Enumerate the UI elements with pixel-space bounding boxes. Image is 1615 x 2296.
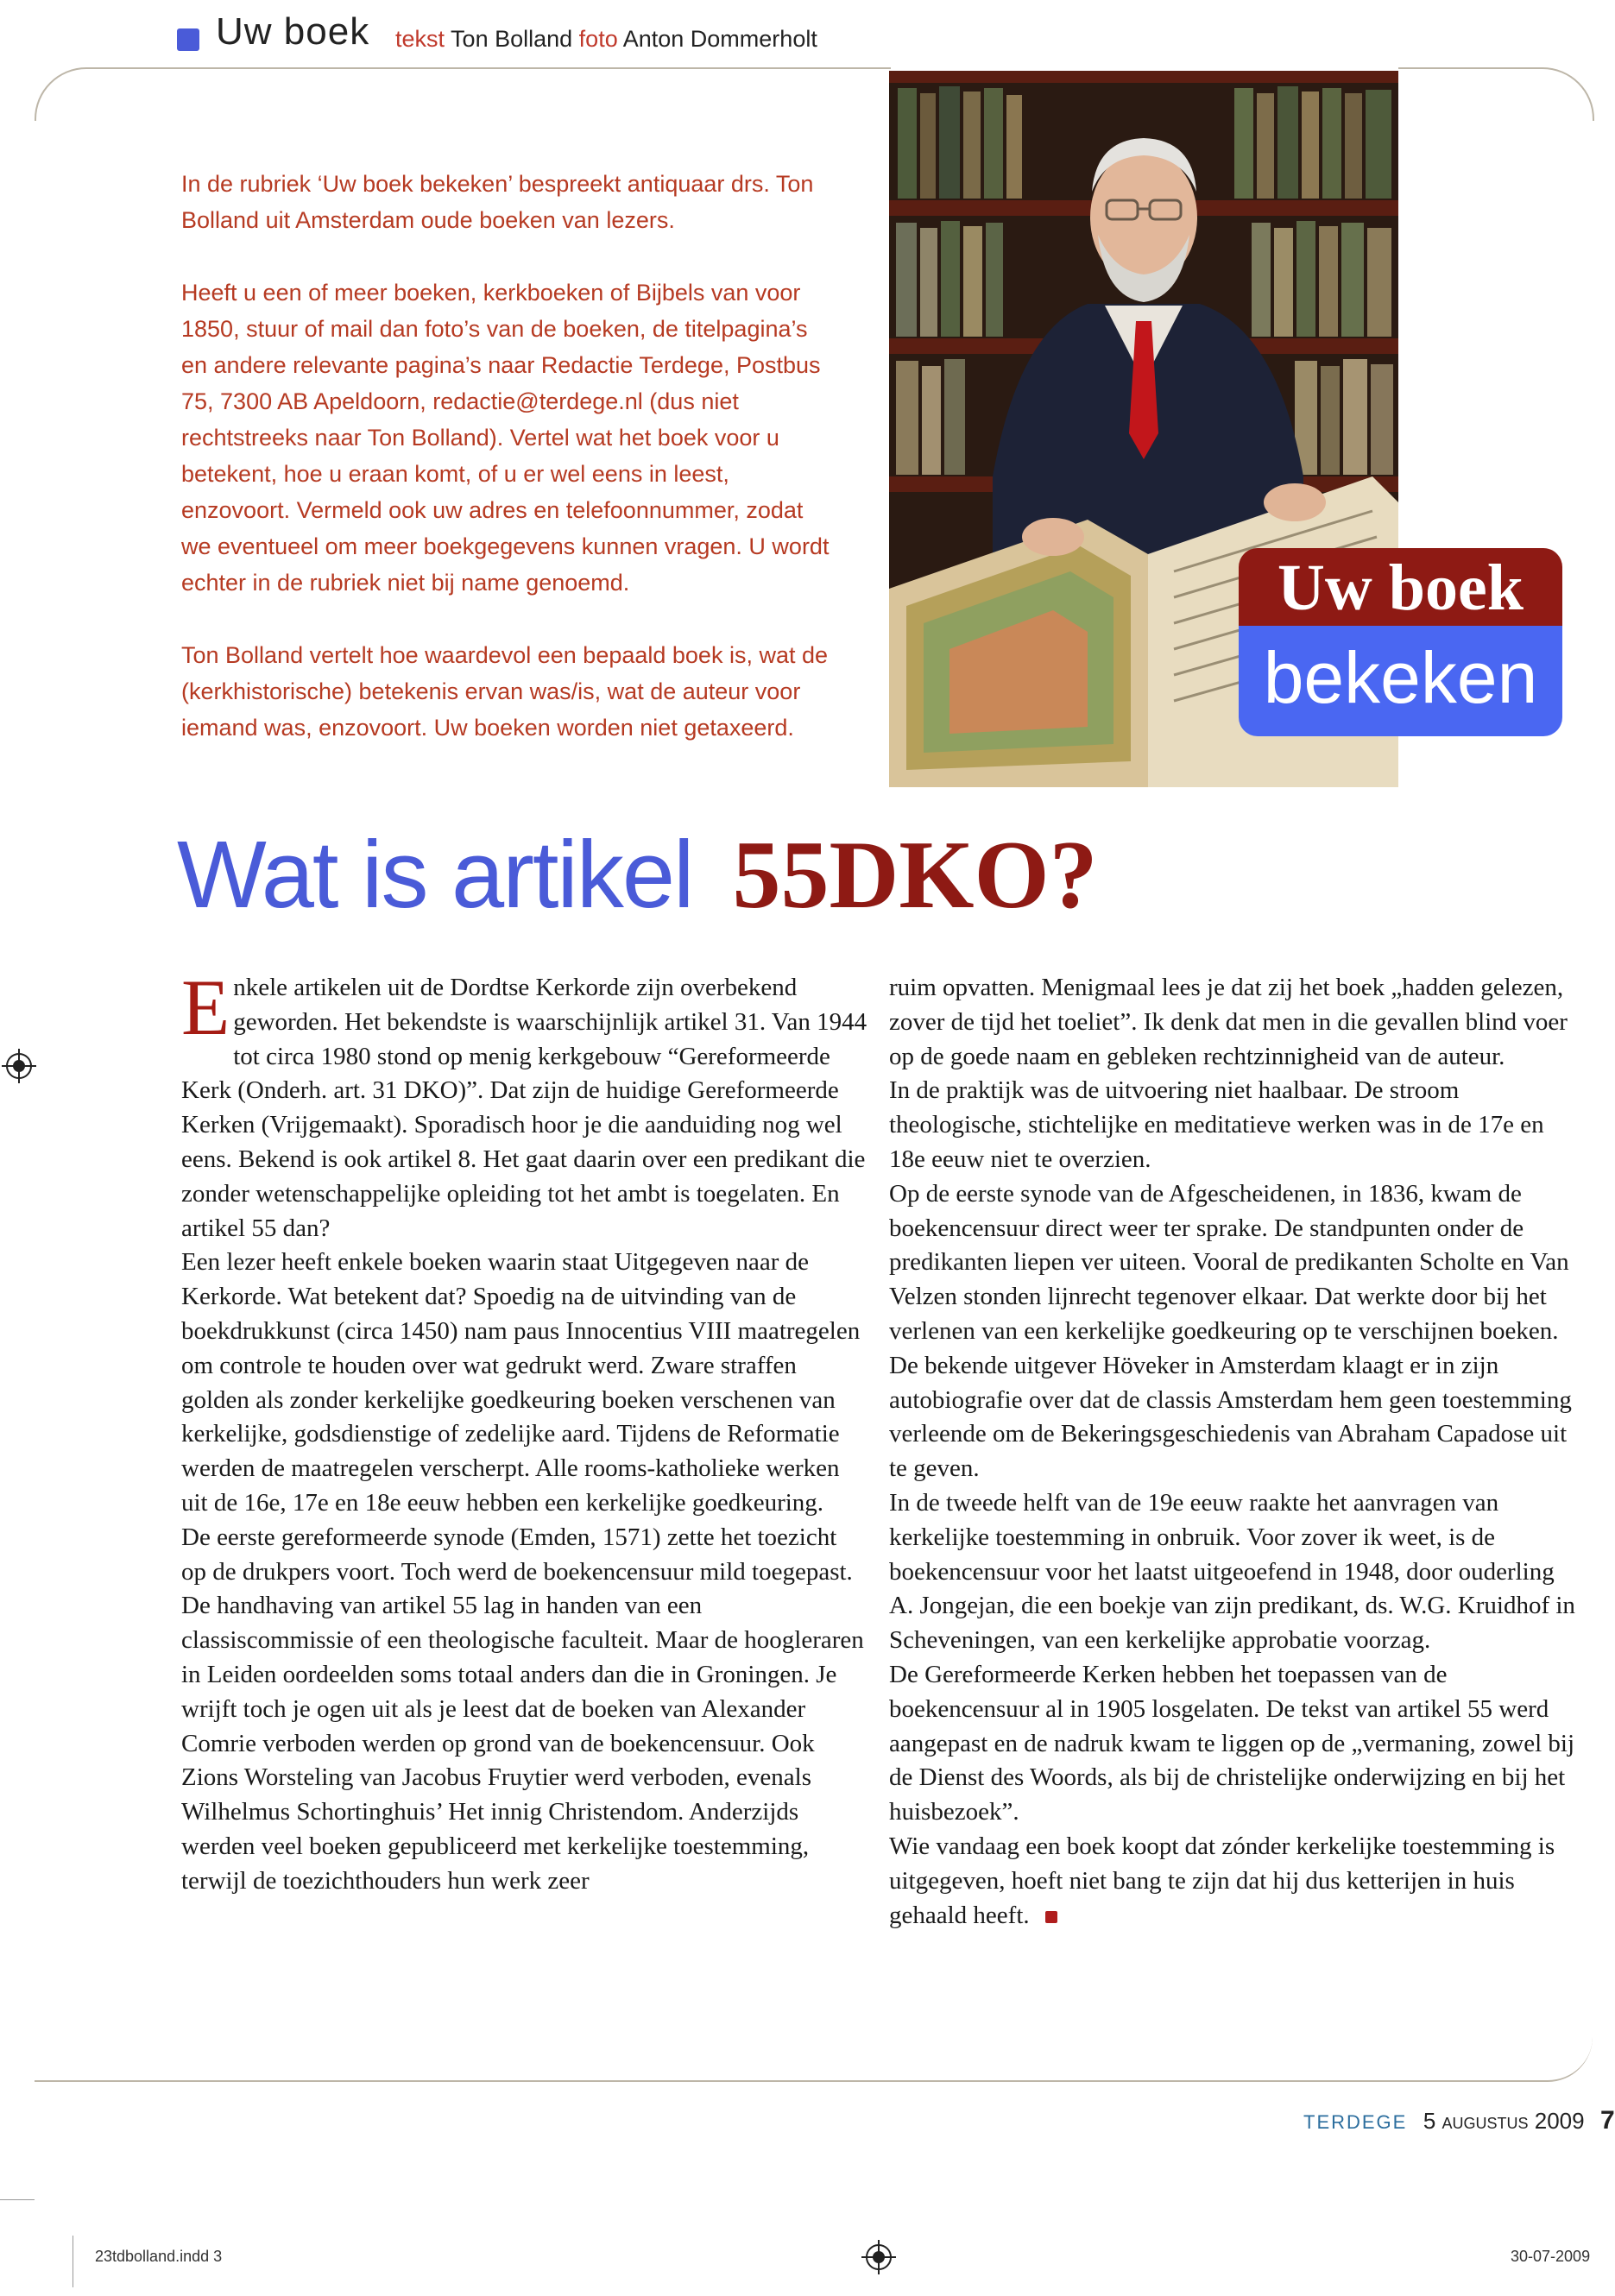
body-paragraph: In de praktijk was de uitvoering niet haalbaar. De stroom theologische, stichtelijke en meditatieve werken was in de 17e en 18e eeuw niet te overzien. (889, 1076, 1544, 1173)
headline-light: Wat is artikel (177, 822, 693, 928)
frame-line-top-right (1398, 67, 1594, 121)
frame-line-bottom (35, 2037, 1593, 2082)
intro-paragraph: In de rubriek ‘Uw boek bekeken’ bespreekt antiquaar drs. Ton Bolland uit Amsterdam oude boeken van lezers. (181, 171, 814, 233)
footer-magazine: TERDEGE (1303, 2111, 1408, 2133)
page-footer (1303, 2106, 1615, 2135)
byline-author: Ton Bolland (451, 26, 573, 52)
body-column-left (181, 963, 867, 1899)
byline (395, 26, 817, 53)
registration-mark-icon (861, 2240, 896, 2274)
print-slug-date: 30-07-2009 (1511, 2248, 1591, 2265)
footer-date: 5 augustus 2009 (1423, 2108, 1585, 2134)
body-column-right (889, 971, 1575, 1933)
body-paragraph (181, 963, 867, 1246)
end-mark-icon (1045, 1911, 1057, 1923)
registration-mark-icon (2, 1049, 36, 1083)
headline-bold: 55DKO? (732, 822, 1098, 929)
drop-cap: E (181, 963, 230, 1051)
intro-text (181, 166, 837, 782)
frame-line-top (35, 67, 891, 121)
trim-mark (0, 2199, 35, 2200)
badge-line-1: Uw boek (1239, 548, 1562, 626)
body-paragraph-text: Wie vandaag een boek koopt dat zónder kerkelijke toestemming is uitgegeven, hoeft niet bang te zijn dat hij dus ketterijen in huis gehaald heeft. (889, 1832, 1555, 1929)
intro-paragraph: Ton Bolland vertelt hoe waardevol een bepaald boek is, wat de (kerkhistorische) betekenis ervan was/is, wat de auteur voor iemand was, enzovoort. Uw boeken worden niet getaxeerd. (181, 642, 828, 741)
footer-page-number: 7 (1600, 2106, 1615, 2135)
body-paragraph: In de tweede helft van de 19e eeuw raakte het aanvragen van kerkelijke toestemming in onbruik. Voor zover ik weet, is de boekencensuur voor het laatst uitgeoefend in 1948, door ouderling A. Jongejan, die een boekje van zijn predikant, ds. W.G. Kruidhof in Scheveningen, van een kerkelijke approbatie voorzag. (889, 1488, 1575, 1655)
intro-paragraph: Heeft u een of meer boeken, kerkboeken of Bijbels van voor 1850, stuur of mail dan foto’s van de boeken, de titelpagina’s en andere relevante pagina’s naar Redactie Terdege, Postbus 75, 7300 AB Apeldoorn, redactie@terdege.nl (dus niet rechtstreeks naar Ton Bolland). Vertel wat het boek voor u betekent, hoe u eraan komt, of u er wel eens in leest, enzovoort. Vermeld ook uw adres en telefoonnummer, zodat we eventueel om meer boekgegevens kunnen vragen. U wordt echter in de rubriek niet bij name genoemd. (181, 280, 830, 596)
article-headline (177, 820, 1098, 931)
body-paragraph: De Gereformeerde Kerken hebben het toepassen van de boekencensuur al in 1905 losgelaten. De tekst van artikel 55 werd aangepast en de nadruk kwam te liggen op de „vermaning, zowel bij de Dienst des Woords, als bij de christelijke onderwijzing en bij het huisbezoek”. (889, 1660, 1575, 1826)
section-marker (177, 28, 199, 51)
badge-line-2: bekeken (1239, 626, 1562, 736)
body-paragraph: Een lezer heeft enkele boeken waarin staat Uitgegeven naar de Kerkorde. Wat betekent dat? Spoedig na de uitvinding van de boekdrukkunst (circa 1450) nam paus Innocentius VIII maatregelen om controle te houden over wat gedrukt werd. Zware straffen golden als zonder kerkelijke goedkeuring boeken verschenen van kerkelijke, godsdienstige of zedelijke aard. Tijdens de Reformatie werden de maatregelen verscherpt. Alle rooms-katholieke werken uit de 16e, 17e en 18e eeuw hebben een kerkelijke goedkeuring. (181, 1248, 861, 1517)
body-paragraph: Op de eerste synode van de Afgescheidenen, in 1836, kwam de boekencensuur direct weer ter sprake. De standpunten onder de predikanten liepen ver uiteen. Vooral de predikanten Scholte en Van Velzen stonden lijnrecht tegenover elkaar. Dat werkte door bij het verlenen van een kerkelijke goedkeuring op te verschijnen boeken. De bekende uitgever Höveker in Amsterdam klaagt er in zijn autobiografie over dat de classis Amsterdam hem geen toestemming verleende om de Bekeringsgeschiedenis van Abraham Capadose uit te geven. (889, 1179, 1572, 1483)
section-title: Uw boek (216, 10, 370, 53)
body-paragraph-text: nkele artikelen uit de Dordtse Kerkorde zijn overbekend geworden. Het bekendste is waarschijnlijk artikel 31. Van 1944 tot circa 1980 stond op menig kerkgebouw “Gereformeerde Kerk (Onderh. art. 31 DKO)”. Dat zijn de huidige Gereformeerde Kerken (Vrijgemaakt). Sporadisch hoor je die aanduiding nog wel eens. Bekend is ook artikel 8. Het gaat daarin over een predikant die zonder wetenschappelijke opleiding tot het ambt is toegelaten. En artikel 55 dan? (181, 974, 867, 1242)
print-slug-file: 23tdbolland.indd 3 (95, 2248, 223, 2265)
byline-text-label: tekst (395, 26, 445, 52)
byline-photo-label: foto (578, 26, 618, 52)
byline-photographer: Anton Dommerholt (622, 26, 817, 52)
body-paragraph: ruim opvatten. Menigmaal lees je dat zij het boek „hadden gelezen, zover de tijd het toeliet”. Ik denk dat men in die gevallen blind voer op de goede naam en gebleken rechtzinnigheid van de auteur. (889, 974, 1568, 1070)
column-badge (1239, 548, 1562, 736)
body-paragraph: De eerste gereformeerde synode (Emden, 1571) zette het toezicht op de drukpers voort. Toch werd de boekencensuur mild toegepast. De handhaving van artikel 55 lag in handen van een classiscommissie of een theologische faculteit. Maar de hoogleraren in Leiden oordeelden soms totaal anders dan die in Groningen. Je wrijft toch je ogen uit als je leest dat de boeken van Alexander Comrie verboden werden op grond van de boekencensuur. Ook Zions Worsteling van Jacobus Fruytier werd verboden, evenals Wilhelmus Schortinghuis’ Het innig Christendom. Anderzijds werden veel boeken gepubliceerd met kerkelijke toestemming, terwijl de toezichthouders hun werk zeer (181, 1523, 864, 1895)
body-paragraph (889, 1830, 1575, 1933)
